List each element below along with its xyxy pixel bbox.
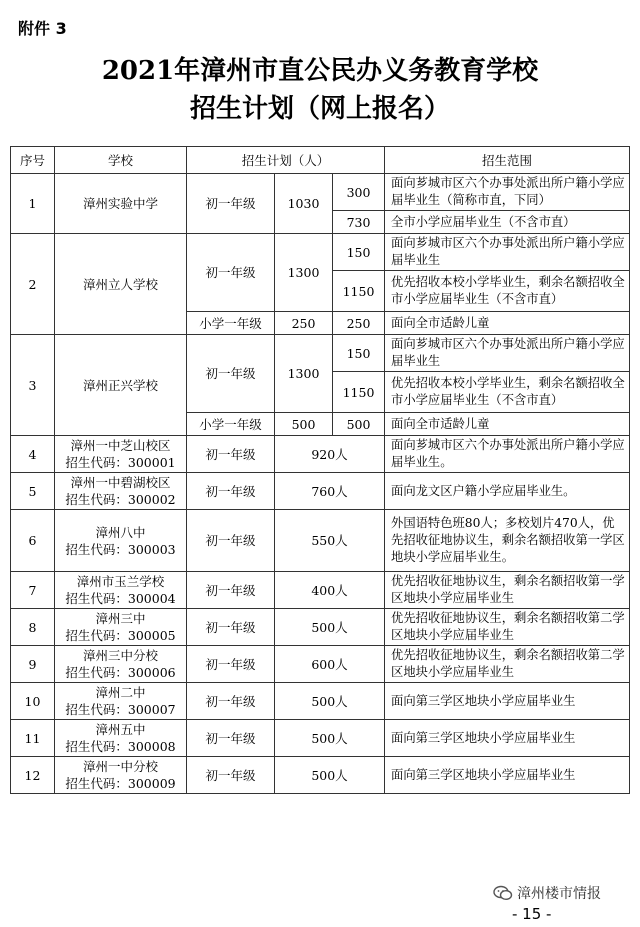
plan-total: 500人 bbox=[275, 683, 385, 720]
school-cell bbox=[55, 473, 187, 510]
plan-part: 500 bbox=[333, 413, 385, 436]
enrollment-range: 面向龙文区户籍小学应届毕业生。 bbox=[385, 473, 630, 510]
plan-total: 600人 bbox=[275, 646, 385, 683]
school-name: 漳州一中碧湖校区 bbox=[70, 475, 171, 490]
table-row bbox=[11, 572, 630, 609]
header-plan: 招生计划（人） bbox=[187, 147, 385, 174]
school-name: 漳州三中 bbox=[95, 611, 146, 626]
school-code: 招生代码：300004 bbox=[65, 591, 176, 606]
school-cell bbox=[55, 609, 187, 646]
school-name: 漳州实验中学 bbox=[55, 174, 187, 234]
school-cell bbox=[55, 720, 187, 757]
grade: 初一年级 bbox=[187, 436, 275, 473]
plan-total: 1030 bbox=[275, 174, 333, 234]
grade: 小学一年级 bbox=[187, 413, 275, 436]
school-code: 招生代码：300007 bbox=[65, 702, 176, 717]
grade: 初一年级 bbox=[187, 335, 275, 413]
plan-total: 500人 bbox=[275, 609, 385, 646]
enrollment-range: 面向芗城市区六个办事处派出所户籍小学应届毕业生 bbox=[385, 234, 630, 271]
enrollment-range: 面向第三学区地块小学应届毕业生 bbox=[385, 683, 630, 720]
school-name: 漳州二中 bbox=[95, 685, 146, 700]
school-cell bbox=[55, 683, 187, 720]
school-name: 漳州市玉兰学校 bbox=[76, 574, 165, 589]
plan-part: 150 bbox=[333, 335, 385, 372]
enrollment-range: 优先招收征地协议生，剩余名额招收第二学区地块小学应届毕业生 bbox=[385, 646, 630, 683]
school-code: 招生代码：300002 bbox=[65, 492, 176, 507]
wechat-icon bbox=[493, 885, 513, 901]
school-name: 漳州一中芝山校区 bbox=[70, 438, 171, 453]
row-no: 9 bbox=[11, 646, 55, 683]
grade: 初一年级 bbox=[187, 510, 275, 572]
plan-total: 500人 bbox=[275, 720, 385, 757]
school-name: 漳州正兴学校 bbox=[55, 335, 187, 436]
school-name: 漳州一中分校 bbox=[82, 759, 158, 774]
enrollment-range: 外国语特色班80人；多校划片470人，优先招收征地协议生，剩余名额招收第一学区地块小学应届毕业生。 bbox=[385, 510, 630, 572]
school-cell bbox=[55, 646, 187, 683]
school-code: 招生代码：300008 bbox=[65, 739, 176, 754]
school-cell bbox=[55, 510, 187, 572]
enrollment-range: 面向芗城市区六个办事处派出所户籍小学应届毕业生（简称市直，下同） bbox=[385, 174, 630, 211]
row-no: 12 bbox=[11, 757, 55, 794]
plan-part: 1150 bbox=[333, 372, 385, 413]
row-no: 7 bbox=[11, 572, 55, 609]
grade: 初一年级 bbox=[187, 646, 275, 683]
grade: 初一年级 bbox=[187, 572, 275, 609]
plan-part: 730 bbox=[333, 211, 385, 234]
grade: 初一年级 bbox=[187, 757, 275, 794]
plan-total: 400人 bbox=[275, 572, 385, 609]
school-code: 招生代码：300003 bbox=[65, 541, 176, 557]
row-no: 3 bbox=[11, 335, 55, 436]
document-title-line2: 招生计划（网上报名） bbox=[189, 94, 450, 124]
table-row bbox=[11, 510, 630, 572]
row-no: 5 bbox=[11, 473, 55, 510]
school-code: 招生代码：300006 bbox=[65, 665, 176, 680]
table-row bbox=[11, 174, 630, 211]
row-no: 10 bbox=[11, 683, 55, 720]
row-no: 2 bbox=[11, 234, 55, 335]
row-no: 11 bbox=[11, 720, 55, 757]
enrollment-plan-table bbox=[10, 146, 630, 794]
school-code: 招生代码：300009 bbox=[65, 776, 176, 791]
plan-total: 1300 bbox=[275, 335, 333, 413]
school-name: 漳州五中 bbox=[95, 722, 146, 737]
plan-total: 500人 bbox=[275, 757, 385, 794]
school-name: 漳州立人学校 bbox=[55, 234, 187, 335]
document-title-line1: 2021年漳州市直公民办义务教育学校 bbox=[101, 56, 539, 86]
plan-part: 150 bbox=[333, 234, 385, 271]
row-no: 1 bbox=[11, 174, 55, 234]
school-cell bbox=[55, 572, 187, 609]
table-row bbox=[11, 473, 630, 510]
plan-total: 1300 bbox=[275, 234, 333, 312]
plan-total: 250 bbox=[275, 312, 333, 335]
table-row bbox=[11, 720, 630, 757]
enrollment-range: 面向全市适龄儿童 bbox=[385, 312, 630, 335]
table-row bbox=[11, 646, 630, 683]
grade: 初一年级 bbox=[187, 234, 275, 312]
table-row bbox=[11, 436, 630, 473]
school-name: 漳州三中分校 bbox=[82, 648, 158, 663]
grade: 初一年级 bbox=[187, 609, 275, 646]
enrollment-range: 面向全市适龄儿童 bbox=[385, 413, 630, 436]
school-code: 招生代码：300001 bbox=[65, 455, 176, 470]
plan-total: 920人 bbox=[275, 436, 385, 473]
school-cell bbox=[55, 757, 187, 794]
grade: 初一年级 bbox=[187, 720, 275, 757]
attachment-label: 附件 3 bbox=[18, 19, 67, 38]
enrollment-range: 面向第三学区地块小学应届毕业生 bbox=[385, 720, 630, 757]
table-row bbox=[11, 609, 630, 646]
table-row bbox=[11, 757, 630, 794]
table-row bbox=[11, 683, 630, 720]
table-row bbox=[11, 335, 630, 372]
enrollment-range: 优先招收征地协议生，剩余名额招收第二学区地块小学应届毕业生 bbox=[385, 609, 630, 646]
header-school: 学校 bbox=[55, 147, 187, 174]
grade: 初一年级 bbox=[187, 174, 275, 234]
enrollment-range: 全市小学应届毕业生（不含市直） bbox=[385, 211, 630, 234]
plan-part: 250 bbox=[333, 312, 385, 335]
enrollment-range: 优先招收本校小学毕业生，剩余名额招收全市小学应届毕业生（不含市直） bbox=[385, 271, 630, 312]
school-cell bbox=[55, 436, 187, 473]
enrollment-range: 优先招收本校小学毕业生，剩余名额招收全市小学应届毕业生（不含市直） bbox=[385, 372, 630, 413]
table-header-row bbox=[11, 147, 630, 174]
plan-total: 760人 bbox=[275, 473, 385, 510]
header-range: 招生范围 bbox=[385, 147, 630, 174]
row-no: 4 bbox=[11, 436, 55, 473]
enrollment-range: 面向芗城市区六个办事处派出所户籍小学应届毕业生。 bbox=[385, 436, 630, 473]
school-code: 招生代码：300005 bbox=[65, 628, 176, 643]
school-name: 漳州八中 bbox=[95, 524, 146, 540]
enrollment-range: 优先招收征地协议生，剩余名额招收第一学区地块小学应届毕业生 bbox=[385, 572, 630, 609]
watermark bbox=[493, 883, 601, 903]
grade: 小学一年级 bbox=[187, 312, 275, 335]
plan-part: 1150 bbox=[333, 271, 385, 312]
row-no: 6 bbox=[11, 510, 55, 572]
plan-part: 300 bbox=[333, 174, 385, 211]
table-row bbox=[11, 234, 630, 271]
plan-total: 550人 bbox=[275, 510, 385, 572]
enrollment-range: 面向芗城市区六个办事处派出所户籍小学应届毕业生 bbox=[385, 335, 630, 372]
grade: 初一年级 bbox=[187, 473, 275, 510]
row-no: 8 bbox=[11, 609, 55, 646]
header-no: 序号 bbox=[11, 147, 55, 174]
enrollment-range: 面向第三学区地块小学应届毕业生 bbox=[385, 757, 630, 794]
watermark-text: 漳州楼市情报 bbox=[517, 886, 601, 902]
plan-total: 500 bbox=[275, 413, 333, 436]
page-number: - 15 - bbox=[512, 905, 552, 923]
grade: 初一年级 bbox=[187, 683, 275, 720]
